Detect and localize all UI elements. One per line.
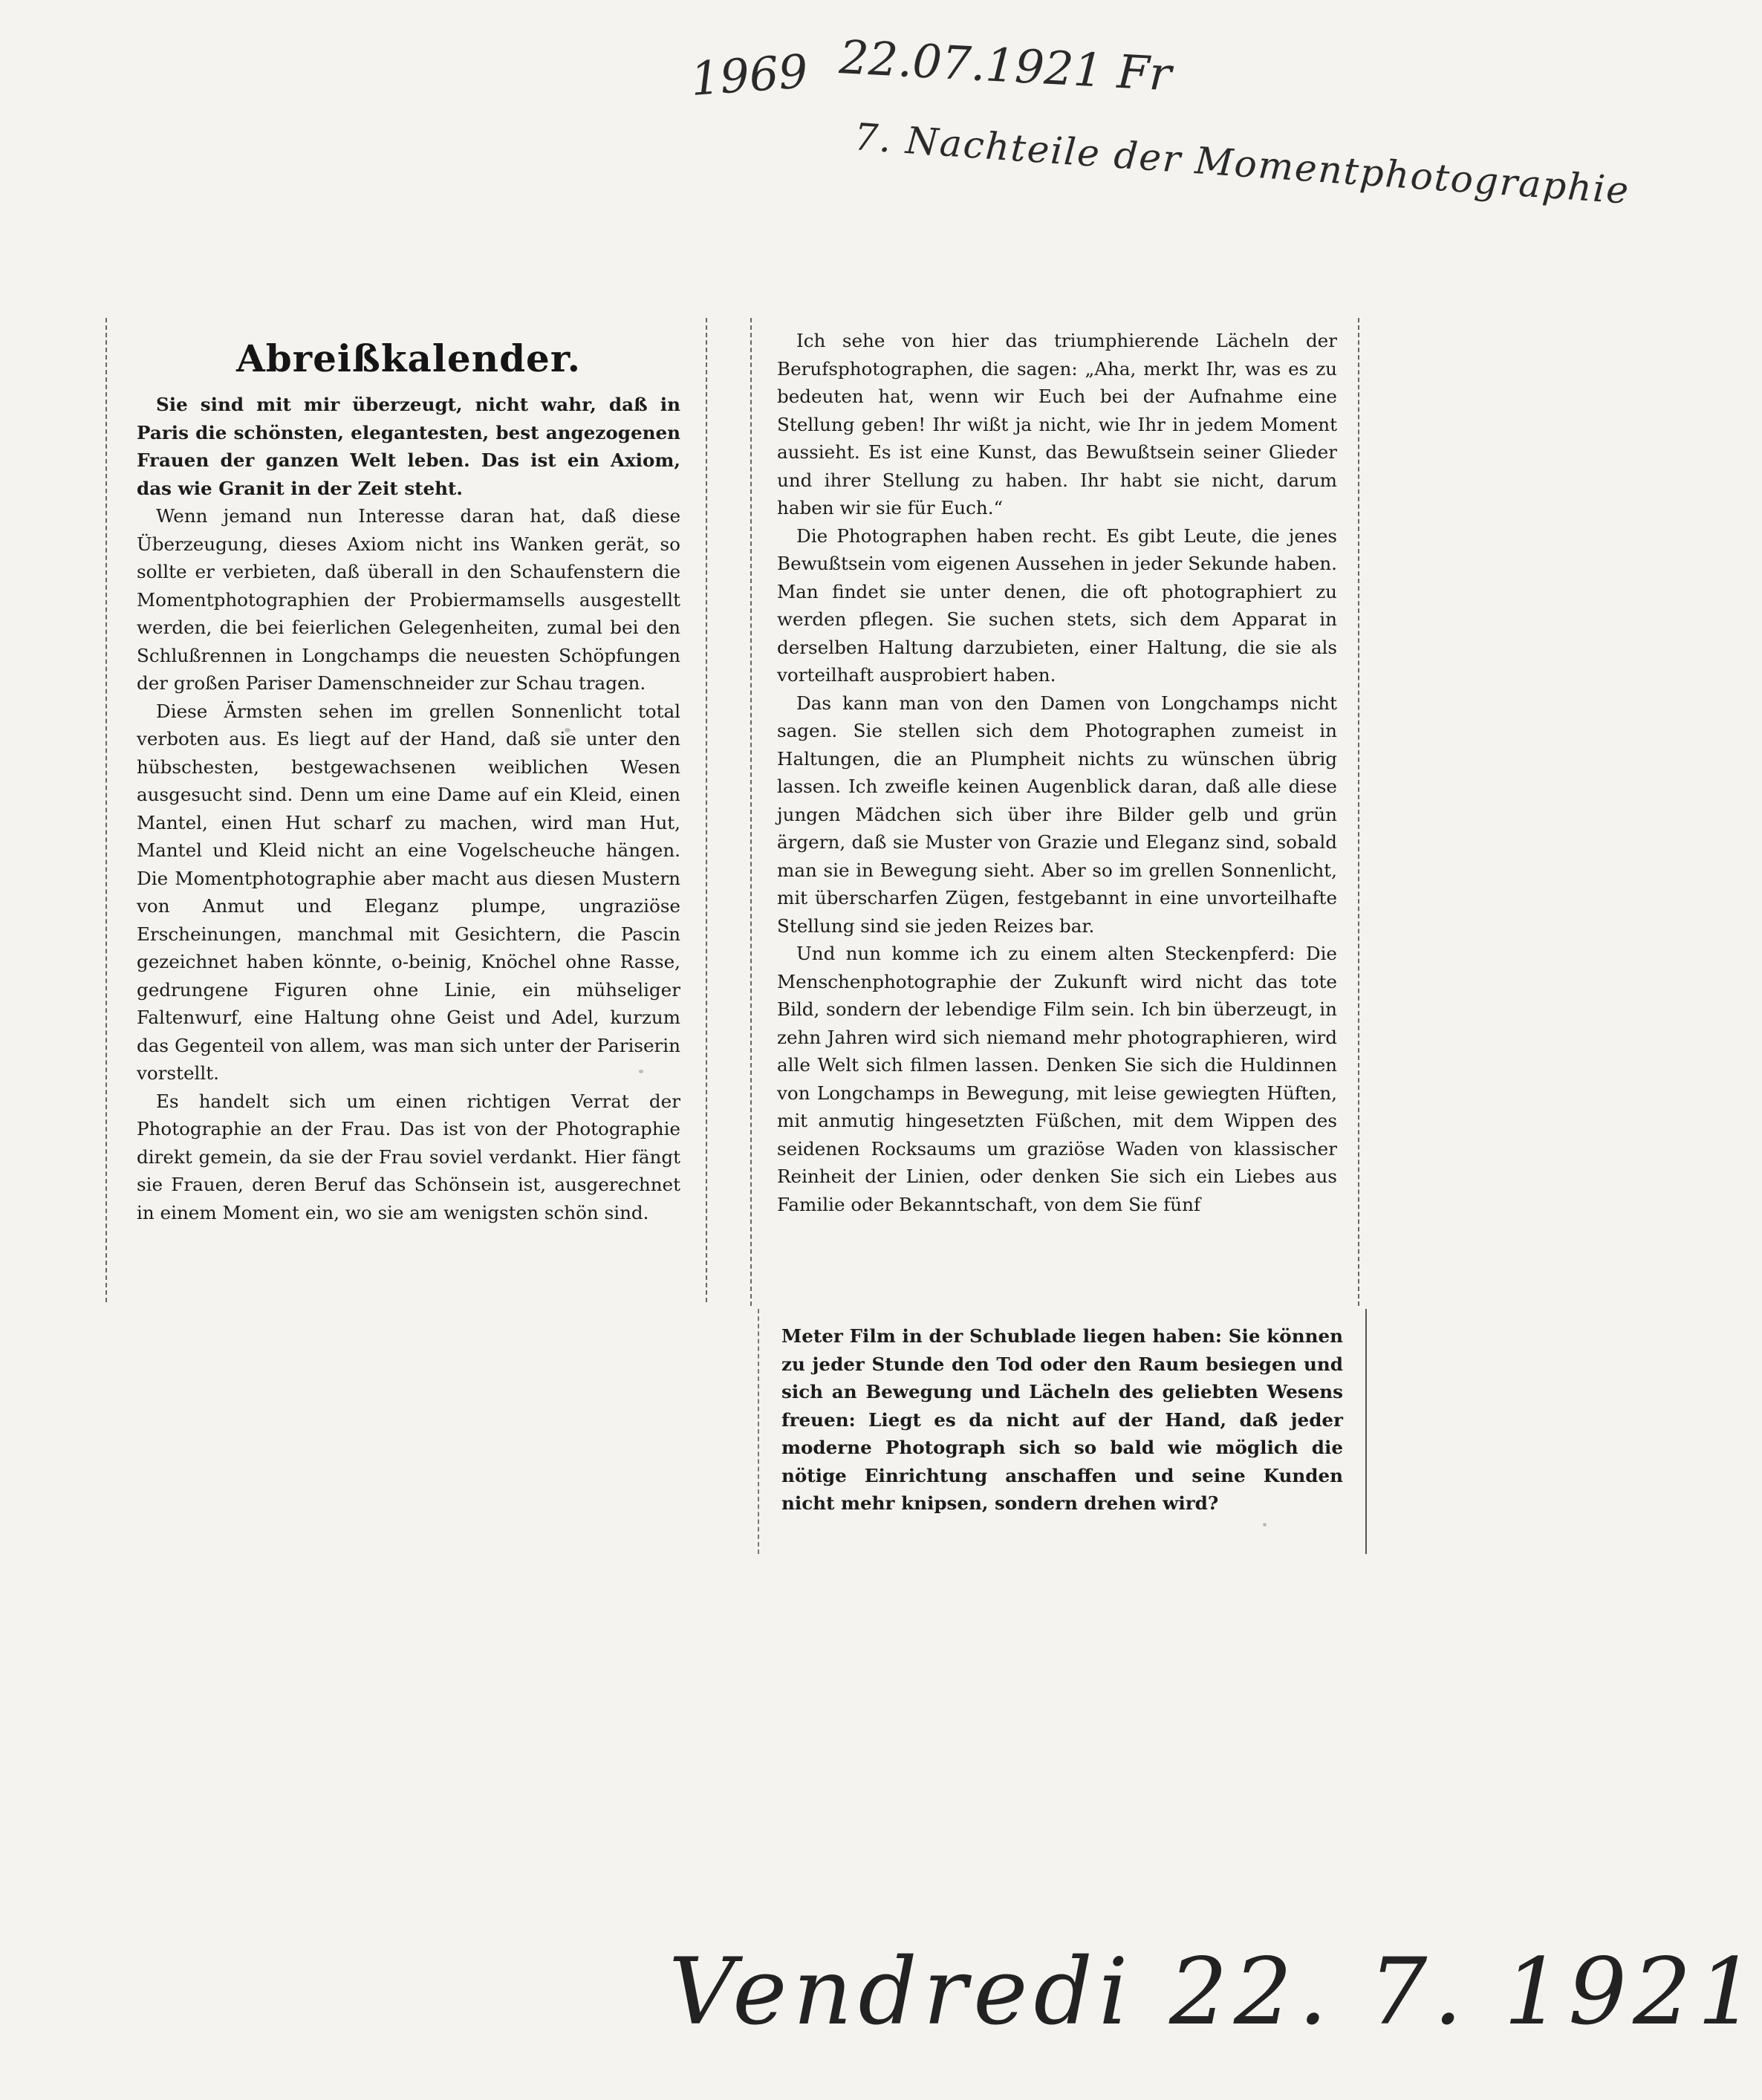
handwritten-date-note: 22.07.1921 Fr	[838, 30, 1173, 102]
article-clipping-left-column	[105, 318, 707, 1302]
article-paragraph: Diese Ärmsten sehen im grellen Sonnenlicht total verboten aus. Es liegt auf der Hand, daß sie unter den hübschesten, bestgewachsenen weiblichen Wesen ausgesucht sind. Denn um eine Dame auf ein Kleid, einen Mantel, einen Hut scharf zu machen, wird man Hut, Mantel und Kleid nicht an eine Vogelscheuche hängen. Die Momentphotographie aber macht aus diesen Mustern von Anmut und Eleganz plumpe, ungraziöse Erscheinungen, manchmal mit Gesichtern, die Pascin gezeichnet haben könnte, o-beinig, Knöchel ohne Rasse, gedrungene Figuren ohne Linie, ein mühseliger Faltenwurf, eine Haltung ohne Geist und Adel, kurzum das Gegenteil von allem, was man sich unter der Pariserin vorstellt.	[137, 700, 680, 1084]
handwritten-title-note: 7. Nachteile der Momentphotographie	[852, 115, 1631, 212]
article-clipping-right-column	[750, 318, 1359, 1306]
article-paragraph: Wenn jemand nun Interesse daran hat, daß diese Überzeugung, dieses Axiom nicht ins Wanken gerät, so sollte er verbieten, daß überall in den Schaufenstern die Momentphotographien der Probiermamsells ausgestellt werden, die bei feierlichen Gelegenheiten, zumal bei den Schlußrennen in Longchamps die neuesten Schöpfungen der großen Pariser Damenschneider zur Schau tragen.	[137, 505, 680, 694]
article-paragraph: Die Photographen haben recht. Es gibt Leute, die jenes Bewußtsein vom eigenen Aussehen in jeder Sekunde haben. Man findet sie unter denen, die oft photographiert zu werden pflegen. Sie suchen stets, sich dem Apparat in derselben Haltung darzubieten, einer Haltung, die sie als vorteilhaft ausprobiert haben.	[777, 524, 1337, 686]
article-paragraph: Es handelt sich um einen richtigen Verrat der Photographie an der Frau. Das ist von der Photographie direkt gemein, da sie der Frau soviel verdankt. Hier fängt sie Frauen, deren Beruf das Schönsein ist, ausgerechnet in einem Moment ein, wo sie am wenigsten schön sind.	[137, 1090, 680, 1223]
article-paragraph: Sie sind mit mir überzeugt, nicht wahr, daß in Paris die schönsten, elegantesten, best angezogenen Frauen der ganzen Welt leben. Das ist ein Axiom, das wie Granit in der Zeit steht.	[137, 394, 680, 499]
scan-speckle	[639, 1070, 643, 1073]
article-paragraph: Ich sehe von hier das triumphierende Lächeln der Berufsphotographen, die sagen: „Aha, merkt Ihr, was es zu bedeuten hat, wenn wir Euch bei der Aufnahme eine Stellung geben! Ihr wißt ja nicht, wie Ihr in jedem Moment aussieht. Es ist eine Kunst, das Bewußtsein seiner Glieder und ihrer Stellung zu haben. Ihr habt sie nicht, darum haben wir sie für Euch.“	[777, 330, 1337, 519]
article-clipping-continuation	[758, 1309, 1367, 1554]
scan-speckle	[1263, 1523, 1267, 1527]
handwritten-bottom-date: Vendredi 22. 7. 1921	[669, 1939, 1762, 2046]
article-paragraph: Meter Film in der Schublade liegen haben: Sie können zu jeder Stunde den Tod oder den Raum besiegen und sich an Bewegung und Lächeln des geliebten Wesens freuen: Liegt es da nicht auf der Hand, daß jeder moderne Photograph sich so bald wie möglich die nötige Einrichtung anschaffen und seine Kunden nicht mehr knipsen, sondern drehen wird?	[781, 1325, 1343, 1514]
article-paragraph: Und nun komme ich zu einem alten Steckenpferd: Die Menschenphotographie der Zukunft wird nicht das tote Bild, sondern der lebendige Film sein. Ich bin überzeugt, in zehn Jahren wird sich niemand mehr photographieren, wird alle Welt sich filmen lassen. Denken Sie sich die Huldinnen von Longchamps in Bewegung, mit leise gewiegten Hüften, mit anmutig hingesetzten Füßchen, mit dem Wippen des seidenen Rocksaums um graziöse Waden von klassischer Reinheit der Linien, oder denken Sie sich ein Liebes aus Familie oder Bekanntschaft, von dem Sie fünf	[777, 943, 1337, 1215]
article-paragraph: Das kann man von den Damen von Longchamps nicht sagen. Sie stellen sich dem Photographen zumeist in Haltungen, die an Plumpheit nichts zu wünschen übrig lassen. Ich zweifle keinen Augenblick daran, daß alle diese jungen Mädchen sich über ihre Bilder gelb und grün ärgern, daß sie Muster von Grazie und Eleganz sind, sobald man sie in Bewegung sieht. Aber so im grellen Sonnenlicht, mit überscharfen Zügen, festgebannt in eine unvorteilhafte Stellung sind sie jeden Reizes bar.	[777, 692, 1337, 937]
handwritten-archive-number: 1969	[689, 44, 810, 106]
article-heading: Abreißkalender.	[235, 337, 582, 380]
scan-speckle	[565, 728, 570, 732]
